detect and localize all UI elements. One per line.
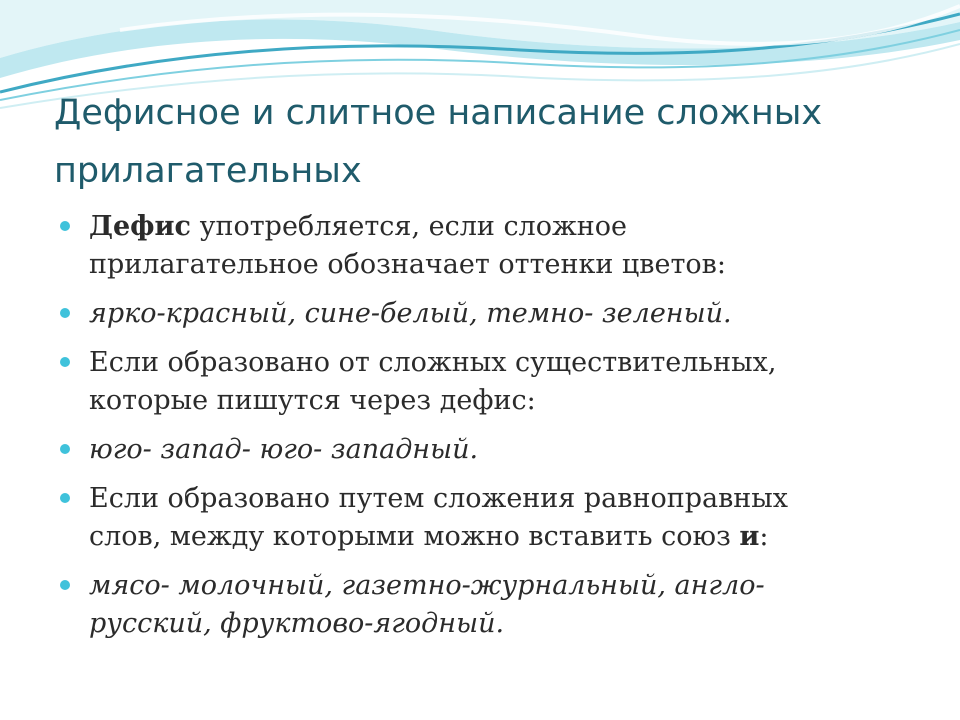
bullet-item [56, 295, 856, 333]
round-dot-icon [60, 221, 70, 231]
bullet-item [56, 480, 856, 556]
bullet-item [56, 567, 856, 643]
round-dot-icon [60, 444, 70, 454]
rule-text: употребляется, если сложное прилагательное обозначает оттенки цветов: [89, 211, 726, 280]
bullet-item [56, 344, 856, 420]
round-dot-icon [60, 493, 70, 503]
rule-text-tail: : [759, 521, 769, 552]
conjunction-bold: и [739, 521, 760, 552]
example-text: юго- запад- юго- западный. [89, 434, 479, 465]
bullet-list [56, 208, 856, 654]
round-dot-icon [60, 580, 70, 590]
bullet-item [56, 431, 856, 469]
example-text: мясо- молочный, газетно-журнальный, англо-русский, фруктово-ягодный. [89, 570, 765, 639]
round-dot-icon [60, 357, 70, 367]
term-bold: Дефис [89, 211, 192, 242]
rule-text: Если образовано путем сложения равноправных слов, между которыми можно вставить союз [89, 483, 789, 552]
round-dot-icon [60, 308, 70, 318]
bullet-item [56, 208, 856, 284]
example-text: ярко-красный, сине-белый, темно- зеленый. [89, 298, 732, 329]
rule-text: Если образовано от сложных существительных, которые пишутся через дефис: [89, 347, 777, 416]
slide-title: Дефисное и слитное написание сложных прилагательных [54, 93, 823, 191]
